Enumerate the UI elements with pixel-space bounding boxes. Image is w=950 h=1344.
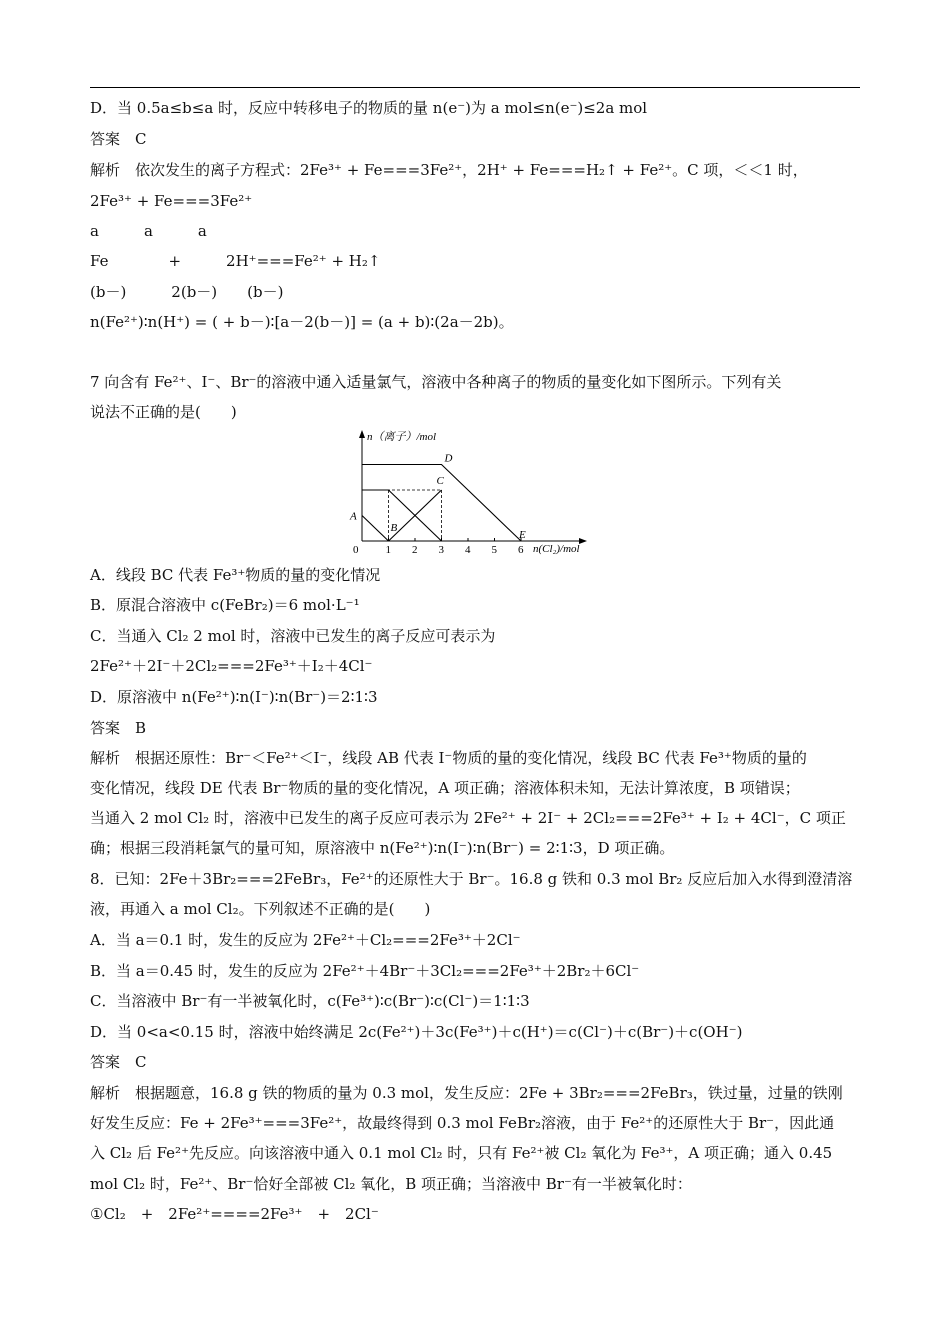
ion-amount-chart: [345, 428, 605, 556]
point-label-E: E: [519, 529, 526, 541]
line-15: D．原溶液中 n(Fe²⁺)∶n(I⁻)∶n(Br⁻)＝2∶1∶3: [90, 688, 378, 706]
y-axis-label: n（离子）/mol: [367, 431, 437, 443]
line-21: 8．已知：2Fe＋3Br₂===2FeBr₃，Fe²⁺的还原性大于 Br⁻。16.8 g 铁和 0.3 mol Br₂ 反应后加入水得到澄清溶: [90, 870, 853, 888]
origin-label: 0: [353, 544, 359, 556]
series-line-0: [362, 516, 389, 542]
line-3: 解析 依次发生的离子方程式：2Fe³⁺ + Fe===3Fe²⁺，2H⁺ + Fe===H₂↑ + Fe²⁺。C 项，＜＜1 时，: [90, 161, 808, 179]
line-30: 入 Cl₂ 后 Fe²⁺先反应。向该溶液中通入 0.1 mol Cl₂ 时，只有 Fe²⁺被 Cl₂ 氧化为 Fe³⁺，A 项正确；通入 0.45: [90, 1144, 833, 1162]
x-tick-label: 2: [412, 544, 418, 556]
x-tick-label: 3: [438, 544, 444, 556]
point-label-A: A: [350, 510, 357, 523]
line-28: 解析 根据题意，16.8 g 铁的物质的量为 0.3 mol，发生反应：2Fe + 3Br₂===2FeBr₃，铁过量，过量的铁刚: [90, 1084, 843, 1102]
x-axis-label: n(Cl₂)/mol: [533, 543, 580, 555]
point-label-B: B: [390, 522, 398, 534]
line-26: D．当 0<a<0.15 时，溶液中始终满足 2c(Fe²⁺)＋3c(Fe³⁺)＋c(H⁺)＝c(Cl⁻)＋c(Br⁻)＋c(OH⁻): [90, 1023, 743, 1041]
point-label-C: C: [436, 475, 444, 487]
line-25: C．当溶液中 Br⁻有一半被氧化时，c(Fe³⁺)∶c(Br⁻)∶c(Cl⁻)＝1∶1∶3: [90, 992, 530, 1010]
line-23: A．当 a＝0.1 时，发生的反应为 2Fe²⁺＋Cl₂===2Fe³⁺＋2Cl⁻: [90, 931, 521, 949]
line-24: B．当 a＝0.45 时，发生的反应为 2Fe²⁺＋4Br⁻＋3Cl₂===2Fe³⁺＋2Br₂＋6Cl⁻: [90, 962, 640, 980]
line-32: ①Cl₂ + 2Fe²⁺====2Fe³⁺ + 2Cl⁻: [90, 1205, 379, 1223]
line-14: 2Fe²⁺＋2I⁻＋2Cl₂===2Fe³⁺＋I₂＋4Cl⁻: [90, 657, 373, 675]
line-13: C．当通入 Cl₂ 2 mol 时，溶液中已发生的离子反应可表示为: [90, 627, 496, 645]
line-12: B．原混合溶液中 c(FeBr₂)＝6 mol·L⁻¹: [90, 596, 360, 614]
point-label-D: D: [444, 452, 453, 465]
x-tick-label: 5: [491, 544, 497, 556]
line-19: 当通入 2 mol Cl₂ 时，溶液中已发生的离子反应可表示为 2Fe²⁺ + 2I⁻ + 2Cl₂===2Fe³⁺ + I₂ + 4Cl⁻，C 项正: [90, 809, 846, 827]
line-11: A．线段 BC 代表 Fe³⁺物质的量的变化情况: [90, 566, 381, 584]
line-2: 答案 C: [90, 130, 147, 148]
line-27: 答案 C: [90, 1053, 147, 1071]
line-9: 7 向含有 Fe²⁺、I⁻、Br⁻的溶液中通入适量氯气，溶液中各种离子的物质的量变化如下图所示。下列有关: [90, 373, 782, 391]
line-17: 解析 根据还原性：Br⁻＜Fe²⁺＜I⁻，线段 AB 代表 I⁻物质的量的变化情况，线段 BC 代表 Fe³⁺物质的量的: [90, 749, 807, 767]
line-16: 答案 B: [90, 719, 147, 737]
y-axis-arrow: [359, 430, 365, 438]
line-31: mol Cl₂ 时，Fe²⁺、Br⁻恰好全部被 Cl₂ 氧化，B 项正确；当溶液中 Br⁻有一半被氧化时：: [90, 1175, 692, 1193]
x-tick-label: 4: [465, 544, 471, 556]
x-axis-arrow: [579, 538, 587, 544]
line-5: a a a: [90, 222, 207, 240]
line-6: Fe + 2H⁺===Fe²⁺ + H₂↑: [90, 252, 381, 270]
x-tick-label: 6: [518, 544, 524, 556]
line-20: 确；根据三段消耗氯气的量可知，原溶液中 n(Fe²⁺)∶n(I⁻)∶n(Br⁻) = 2∶1∶3，D 项正确。: [90, 839, 675, 857]
series-line-1: [362, 490, 442, 541]
line-7: (b－) 2(b－) (b－): [90, 283, 284, 301]
line-22: 液，再通入 a mol Cl₂。下列叙述不正确的是( ): [90, 900, 431, 918]
line-29: 好发生反应：Fe + 2Fe³⁺===3Fe²⁺，故最终得到 0.3 mol FeBr₂溶液，由于 Fe²⁺的还原性大于 Br⁻，因此通: [90, 1114, 835, 1132]
line-1: D．当 0.5a≤b≤a 时，反应中转移电子的物质的量 n(e⁻)为 a mol≤n(e⁻)≤2a mol: [90, 99, 648, 117]
x-tick-label: 1: [385, 544, 391, 556]
line-8: n(Fe²⁺)∶n(H⁺) = ( + b－)∶[a－2(b－)] = (a + b)∶(2a－2b)。: [90, 313, 514, 331]
line-18: 变化情况，线段 DE 代表 Br⁻物质的量的变化情况，A 项正确；溶液体积未知，无法计算浓度，B 项错误；: [90, 779, 800, 797]
line-10: 说法不正确的是( ): [90, 403, 237, 421]
top-rule: [90, 87, 860, 88]
line-4: 2Fe³⁺ + Fe===3Fe²⁺: [90, 192, 253, 210]
